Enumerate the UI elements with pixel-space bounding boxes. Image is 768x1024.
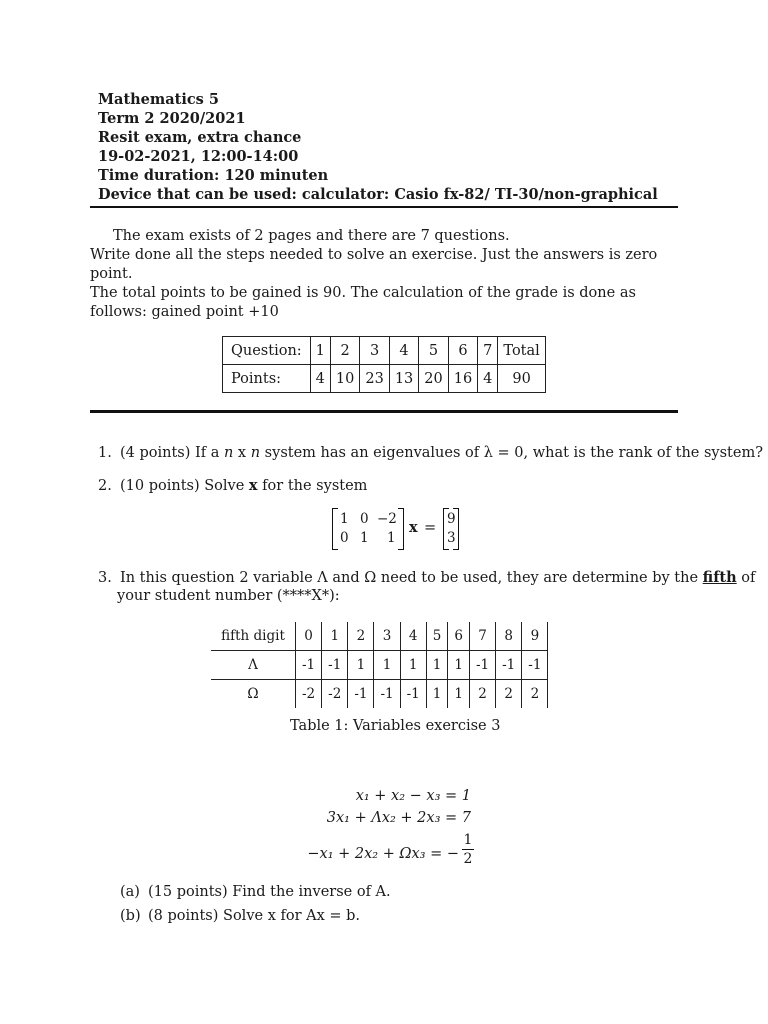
right-bracket	[453, 508, 459, 550]
question-col-1: 1	[310, 337, 330, 365]
equals-sign: =	[424, 520, 437, 536]
fraction-numerator: 1	[463, 832, 473, 848]
digit-cell: 3	[374, 622, 400, 651]
question-text: for the system	[257, 478, 368, 494]
device-line: Device that can be used: calculator: Casio fx-82/ TI-30/non-graphical	[98, 186, 658, 203]
table-caption: Table 1: Variables exercise 3	[290, 718, 501, 734]
left-bracket	[332, 508, 338, 550]
points-value-2: 10	[330, 365, 359, 393]
question-3b	[120, 907, 360, 926]
part-text: (8 points) Solve x for Ax = b.	[148, 908, 361, 924]
question-number: 3.	[98, 570, 112, 586]
instruction-line-3: The total points to be gained is 90. The calculation of the grade is done as follows: gained point +10	[90, 285, 636, 320]
points-value-5: 20	[419, 365, 448, 393]
exam-header	[98, 90, 678, 204]
points-value-6: 16	[448, 365, 477, 393]
lambda-cell: 1	[448, 651, 470, 680]
part-text: (15 points) Find the inverse of A.	[148, 884, 391, 900]
digit-cell: 1	[322, 622, 348, 651]
omega-row	[211, 680, 548, 709]
lambda-cell: -1	[322, 651, 348, 680]
lambda-label: Λ	[211, 651, 296, 680]
math-var: n	[250, 445, 261, 461]
question-text: In this question 2 variable Λ and Ω need to be used, they are determine by the	[120, 570, 703, 586]
lambda-cell: -1	[296, 651, 322, 680]
points-row-label: Points:	[223, 365, 311, 393]
matrix-cell: 1	[340, 511, 349, 527]
variables-table	[211, 622, 548, 708]
question-number: 2.	[98, 478, 112, 494]
omega-cell: 1	[448, 680, 470, 709]
points-table-values-row	[223, 365, 546, 393]
points-value-1: 4	[310, 365, 330, 393]
digit-cell: 5	[426, 622, 448, 651]
duration-line: Time duration: 120 minuten	[98, 167, 329, 184]
matrix-cell: 0	[340, 530, 349, 546]
question-1	[98, 444, 763, 463]
omega-cell: 2	[469, 680, 495, 709]
fraction-bar	[462, 849, 474, 850]
question-text: x	[233, 445, 251, 461]
equation-1: x₁ + x₂ − x₃ = 1	[355, 788, 471, 804]
matrix-cell: −2	[377, 511, 397, 527]
digit-cell: 7	[469, 622, 495, 651]
lambda-cell: -1	[522, 651, 548, 680]
points-value-7: 4	[478, 365, 498, 393]
digit-cell: 9	[522, 622, 548, 651]
digit-cell: 6	[448, 622, 470, 651]
math-var: n	[223, 445, 234, 461]
term-line: Term 2 2020/2021	[98, 110, 246, 127]
exam-type-line: Resit exam, extra chance	[98, 129, 302, 146]
question-col-5: 5	[419, 337, 448, 365]
instructions	[90, 227, 680, 322]
question-col-7: 7	[478, 337, 498, 365]
omega-cell: 2	[496, 680, 522, 709]
lambda-cell: 1	[374, 651, 400, 680]
equation-2: 3x₁ + Λx₂ + 2x₃ = 7	[326, 810, 471, 826]
section-divider	[90, 410, 678, 413]
question-3	[98, 568, 755, 588]
question-col-3: 3	[360, 337, 389, 365]
question-col-total: Total	[498, 337, 545, 365]
fraction-denominator: 2	[463, 851, 473, 867]
question-col-4: 4	[389, 337, 418, 365]
right-bracket	[398, 508, 404, 550]
points-value-4: 13	[389, 365, 418, 393]
rhs-cell: 3	[447, 530, 456, 546]
question-2	[98, 476, 367, 496]
digit-cell: 2	[348, 622, 374, 651]
omega-cell: -1	[374, 680, 400, 709]
instruction-line-2: Write done all the steps needed to solve an exercise. Just the answers is zero point.	[90, 247, 658, 282]
header-divider	[90, 206, 678, 208]
omega-cell: 2	[522, 680, 548, 709]
rhs-cell: 9	[447, 511, 456, 527]
question-text: of	[736, 570, 756, 586]
instruction-line-1: The exam exists of 2 pages and there are 7 questions.	[113, 228, 510, 244]
digit-cell: 0	[296, 622, 322, 651]
math-vector: x	[248, 477, 258, 494]
omega-cell: -2	[296, 680, 322, 709]
question-3a	[120, 883, 391, 902]
part-label: (b)	[120, 908, 141, 924]
points-table-header-row	[223, 337, 546, 365]
digit-cell: 4	[400, 622, 426, 651]
omega-cell: -1	[348, 680, 374, 709]
equation-3: −x₁ + 2x₂ + Ωx₃ = −	[307, 846, 459, 862]
points-table	[222, 336, 546, 393]
lambda-cell: -1	[469, 651, 495, 680]
question-3-line-2: your student number (****X*):	[117, 588, 340, 604]
matrix-cell: 1	[387, 530, 396, 546]
fraction	[462, 832, 474, 867]
digit-cell: 8	[496, 622, 522, 651]
question-text: (4 points) If a	[120, 445, 224, 461]
datetime-line: 19-02-2021, 12:00-14:00	[98, 148, 299, 165]
omega-cell: -2	[322, 680, 348, 709]
points-value-3: 23	[360, 365, 389, 393]
question-text: system has an eigenvalues of λ = 0, what is the rank of the system?	[260, 445, 763, 461]
points-value-total: 90	[498, 365, 545, 393]
matrix-cell: 0	[360, 511, 369, 527]
lambda-cell: -1	[496, 651, 522, 680]
question-col-2: 2	[330, 337, 359, 365]
matrix-cell: 1	[360, 530, 369, 546]
omega-cell: -1	[400, 680, 426, 709]
lambda-row	[211, 651, 548, 680]
course-title: Mathematics 5	[98, 91, 219, 108]
part-label: (a)	[120, 884, 140, 900]
question-number: 1.	[98, 445, 112, 461]
lambda-cell: 1	[400, 651, 426, 680]
fifth-digit-label: fifth digit	[211, 622, 296, 651]
omega-label: Ω	[247, 686, 259, 702]
question-header-label: Question:	[223, 337, 311, 365]
question-col-6: 6	[448, 337, 477, 365]
lambda-cell: 1	[426, 651, 448, 680]
lambda-cell: 1	[348, 651, 374, 680]
math-vector: x	[409, 519, 418, 536]
omega-cell: 1	[426, 680, 448, 709]
emphasis-text: fifth	[702, 569, 737, 586]
question-text: (10 points) Solve	[120, 478, 249, 494]
digits-row	[211, 622, 548, 651]
